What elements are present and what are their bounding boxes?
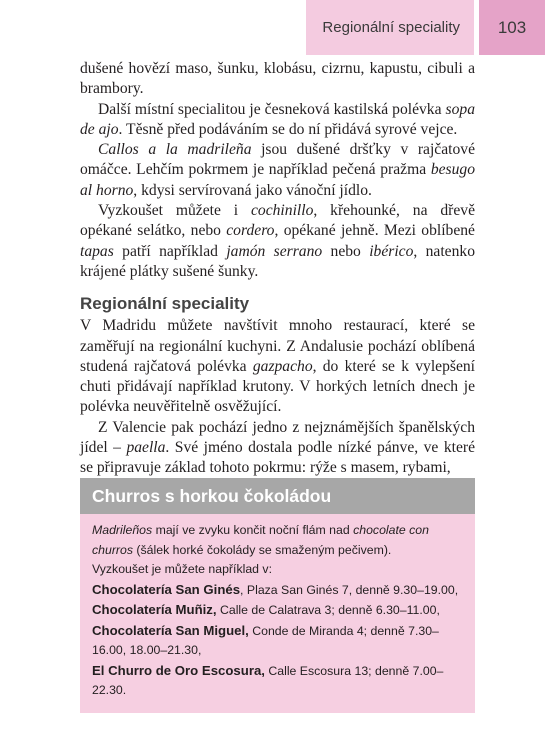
page-header [306,0,545,55]
place-entry [92,661,463,701]
place-detail: Calle de Calatrava 3; denně 6.30–11.00, [216,603,440,617]
page-number: 103 [479,0,545,55]
place-entry [92,600,463,621]
place-entry [92,580,463,601]
place-name: El Churro de Oro Escosura, [92,662,265,678]
place-detail: Calle Escosura 13; denně 7.00–22.30. [92,663,444,697]
place-entry [92,621,463,661]
running-header-title: Regionální speciality [306,0,474,55]
box-body [80,514,475,713]
paragraph-1: dušené hovězí maso, šunku, klobásu, cizrnu, kapustu, cibuli a brambory. [80,60,475,98]
box-title: Churros s horkou čokoládou [80,478,475,514]
paragraph-5: V Madridu můžete navštívit mnoho restaurací, které se zaměřují na regionální kuchyni. Z Andalusie pochází oblíbená studená rajčatová polévka gazpacho, do které se k vylepšení chuti přidávají například krutony. V horkých letních dnech je polévka neuvěřitelně osvěžující. [80,317,475,416]
section-heading: Regionální speciality [80,294,250,314]
paragraph-2: Další místní specialitou je česneková kastilská polévka sopa de ajo. Těsně před podáváním se do ní přidává syrové vejce. [80,100,475,138]
box-lead: Vyzkoušet je můžete například v: [92,562,272,576]
place-detail: , Plaza San Ginés 7, denně 9.30–19.00, [240,582,459,597]
place-name: Chocolatería San Ginés [92,581,241,597]
sidebar-box [80,478,475,713]
box-intro: Madrileños mají ve zvyku končit noční flám nad chocolate con churros (šálek horké čokolády se smaženým pečivem). [92,523,429,557]
paragraph-4: Vyzkoušet můžete i cochinillo, křehounké, na dřevě opékané selátko, nebo cordero, opékané jehně. Mezi oblíbené tapas patří například jamón serrano nebo ibérico, natenko krájené plátky sušené šunky. [80,202,476,280]
place-detail: Conde de Miranda 4; denně 7.30–16.00, 18.00–21.30, [92,623,439,657]
place-name: Chocolatería Muñiz, [92,602,217,617]
main-text [80,59,475,479]
place-name: Chocolatería San Miguel, [92,622,249,638]
paragraph-3: Callos a la madrileña jsou dušené dršťky v rajčatové omáčce. Lehčím pokrmem je například pečená pražma besugo al horno, kdysi servírovaná jako vánoční jídlo. [80,141,475,199]
paragraph-6: Z Valencie pak pochází jedno z nejznámějších španělských jídel – paella. Své jméno dostala podle nízké pánve, ve které se připravuje základ tohoto pokrmu: rýže s masem, rybami, [80,418,475,477]
